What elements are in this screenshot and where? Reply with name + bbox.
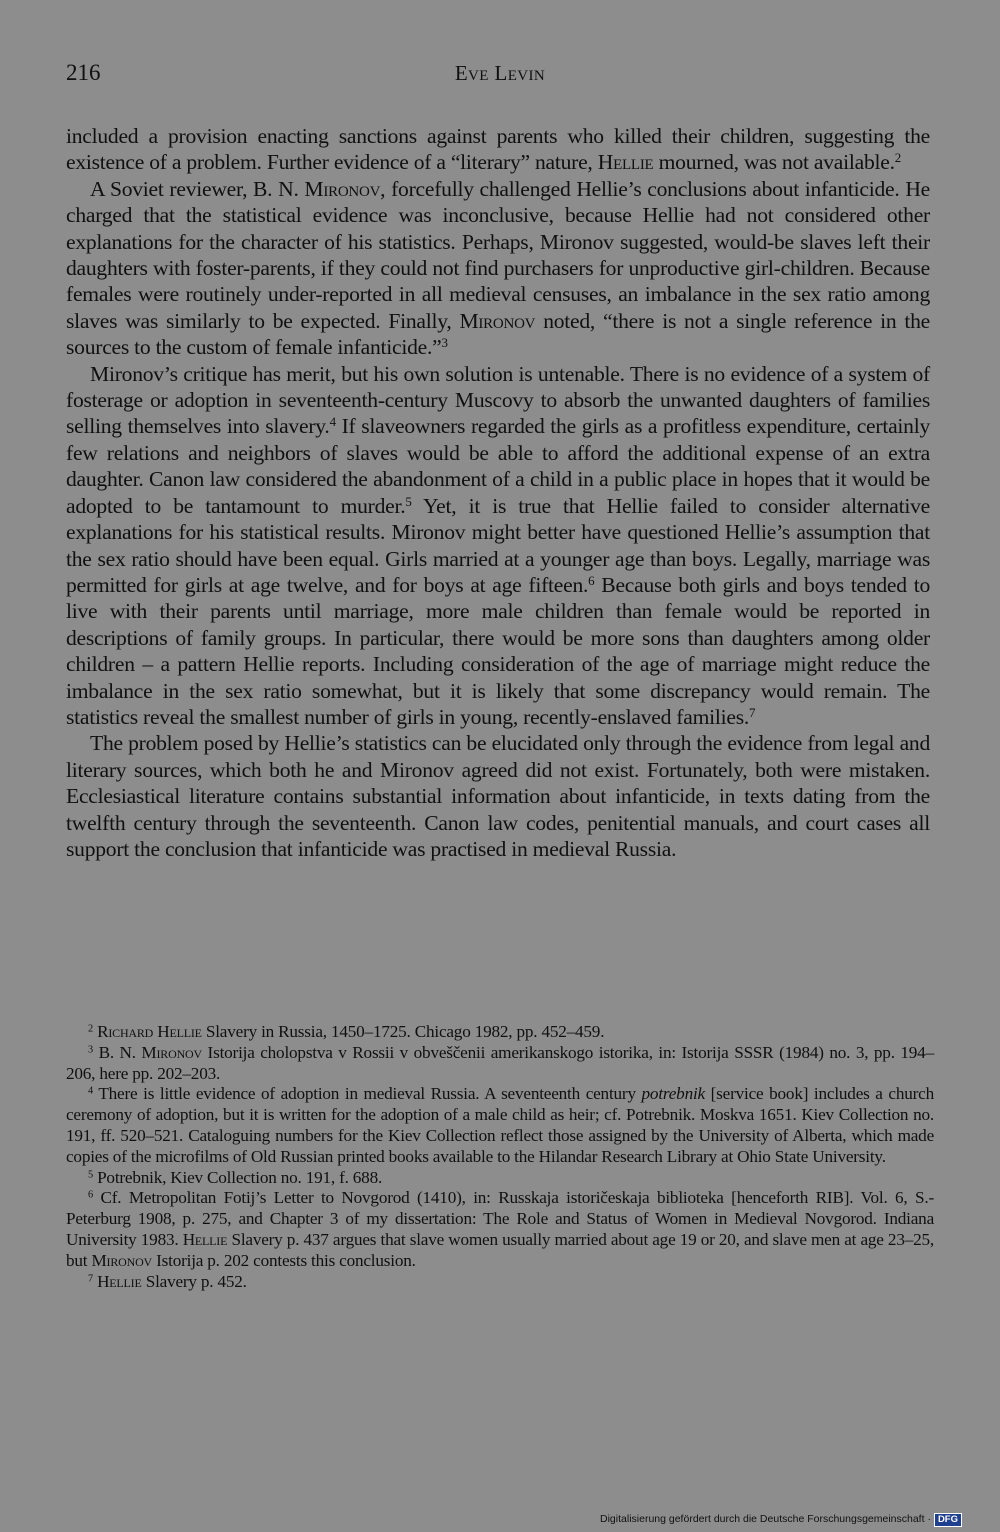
footnote-4: $^4$ There is little evidence of adoption in medieval Russia. A seventeenth century potrebnik [service book] includes a church ceremony of adoption, but it is written for the adoption of a male child as heir; cf. Potrebnik. Moskva 1651. Kiev Collection no. 191, ff. 520–521. Cataloguing numbers for the Kiev Collection reflect those assigned by the University of Alberta, which made copies of the microfilms of Old Russian printed books available to the Hilandar Research Library at Ohio State University. <box>66 1084 934 1166</box>
footnote-ref: 5 <box>405 493 412 509</box>
credit-text: Digitalisierung gefördert durch die Deutsche Forschungsgemeinschaft · <box>600 1513 931 1525</box>
author-name: Mironov <box>91 1250 153 1270</box>
paragraph-4: The problem posed by Hellie’s statistics can be elucidated only through the evidence from legal and literary sources, which both he and Mironov agreed did not exist. Fortunately, both were mistaken. Ecclesiastical literature contains substantial information about infanticide, in texts dating from the twelfth century through the seventeenth. Canon law codes, penitential manuals, and court cases all support the conclusion that infanticide was practised in medieval Russia. <box>66 731 930 861</box>
paragraph-2: A Soviet reviewer, B. N. Mironov, forcefully challenged Hellie’s conclusions about infanticide. He charged that the statistical evidence was inconclusive, because Hellie had not considered other explanations for the character of his statistics. Perhaps, Mironov suggested, would-be slaves left their daughters with foster-parents, if they could not find purchasers for unproductive girl-children. Because females were routinely under-reported in all medieval censuses, an imbalance in the sex ratio among slaves was similarly to be expected. Finally, Mironov noted, “there is not a single reference in the sources to the custom of female infanticide.”$^3$ <box>66 176 930 360</box>
author-name: Hellie <box>597 150 654 175</box>
footnote-2: $^2$ Richard Hellie Slavery in Russia, 1450–1725. Chicago 1982, pp. 452–459. <box>88 1022 605 1041</box>
footnotes <box>66 1022 934 1292</box>
page-number: 216 <box>66 60 101 85</box>
footnote-3: $^3$ B. N. Mironov Istorija cholopstva v Rossii v obveščenii amerikanskogo istorika, in: Istorija SSSR (1984) no. 3, pp. 194–206, here pp. 202–203. <box>66 1042 934 1083</box>
author-name: Hellie <box>182 1229 228 1249</box>
paragraph-1: included a provision enacting sanctions against parents who killed their children, suggesting the existence of a problem. Further evidence of a “literary” nature, Hellie mourned, was not available.$^2$ <box>66 124 930 175</box>
author-name: Hellie <box>97 1271 142 1291</box>
footnote-ref: 6 <box>588 572 595 588</box>
footnote-ref: 3 <box>441 335 448 351</box>
footnote-ref: 2 <box>894 150 901 166</box>
footnote-5: $^5$ Potrebnik, Kiev Collection no. 191, f. 688. <box>88 1167 383 1187</box>
author-name: Mironov <box>141 1042 202 1062</box>
footnote-ref: 4 <box>329 414 336 430</box>
footnote-6: $^6$ Cf. Metropolitan Fotij’s Letter to Novgorod (1410), in: Russkaja istoričeskaja biblioteka [henceforth RIB]. Vol. 6, S.-Peterburg 1908, p. 275, and Chapter 3 of my dissertation: The Role and Status of Women in Medieval Novgorod. Indiana University 1983. Hellie Slavery p. 437 argues that slave women usually married about age 19 or 20, and slave men at age 23–25, but Mironov Istorija p. 202 contests this conclusion. <box>66 1188 934 1270</box>
digitization-credit <box>600 1512 962 1527</box>
author-name: Richard Hellie <box>97 1022 202 1041</box>
running-head: Eve Levin <box>454 61 546 85</box>
author-name: Mironov <box>304 176 381 201</box>
paragraph-3: Mironov’s critique has merit, but his own solution is untenable. There is no evidence of a system of fosterage or adoption in seventeenth-century Muscovy to absorb the unwanted daughters of families selling themselves into slavery.$^4$ If slaveowners regarded the girls as a profitless expenditure, certainly few relations and neighbors of slaves would be able to afford the additional expense of an extra daughter. Canon law considered the abandonment of a child in a public place in hopes that it would be adopted to be tantamount to murder.$^5$ Yet, it is true that Hellie failed to consider alternative explanations for his statistical results. Mironov might better have questioned Hellie’s assumption that the sex ratio should have been equal. Girls married at a younger age than boys. Legally, marriage was permitted for girls at age twelve, and for boys at age fifteen.$^6$ Because both girls and boys tended to live with their parents until marriage, more male children than female would be reported in descriptions of family groups. In particular, there would be more sons than daughters among older children – a pattern Hellie reports. Including consideration of the age of marriage might reduce the imbalance in the sex ratio somewhat, but it is likely that some discrepancy would remain. The statistics reveal the smallest number of girls in young, recently-enslaved families.$^7$ <box>66 361 931 729</box>
dfg-logo: DFG <box>934 1513 962 1527</box>
italic-term: potrebnik <box>641 1084 705 1104</box>
footnote-ref: 7 <box>749 704 756 720</box>
body-text <box>66 123 930 862</box>
author-name: Mironov <box>459 308 536 333</box>
footnote-7: $^7$ Hellie Slavery p. 452. <box>88 1271 247 1291</box>
